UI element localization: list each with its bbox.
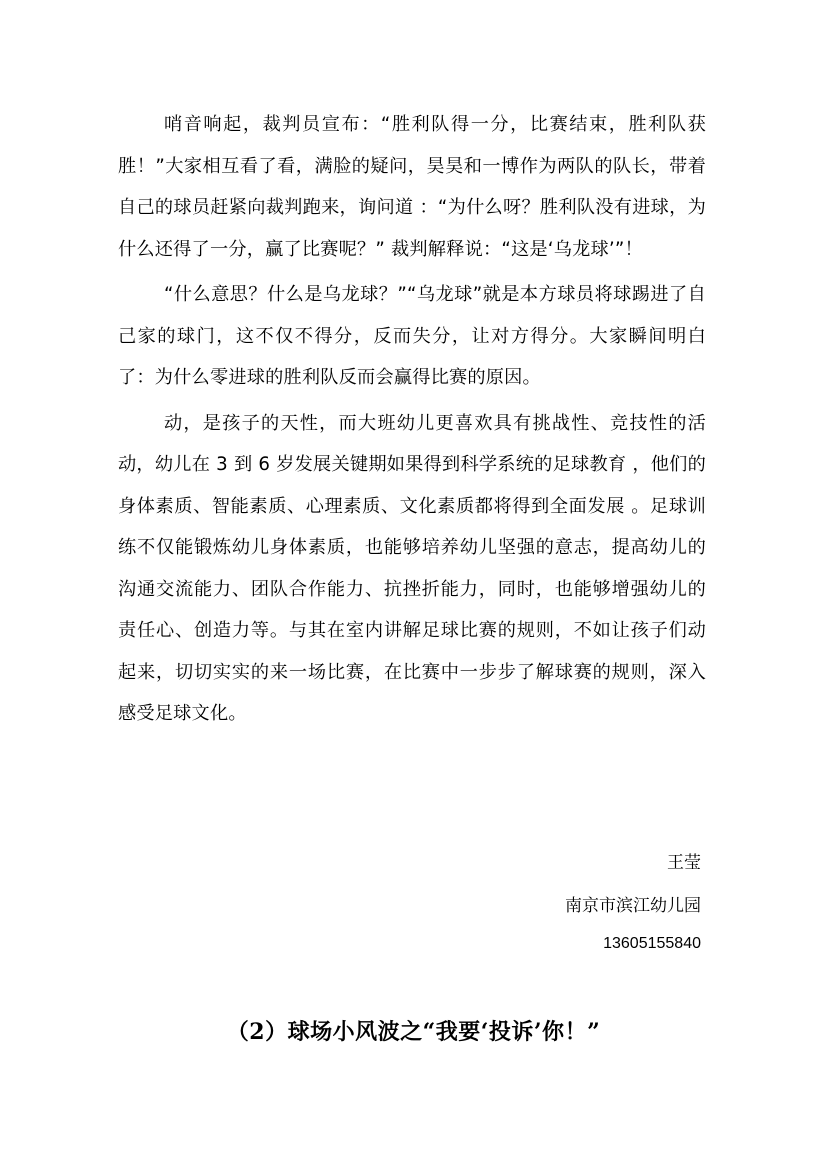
paragraph-2: “什么意思？什么是乌龙球？”“乌龙球”就是本方球员将球踢进了自己家的球门，这不仅不得分，反而失分，让对方得分。大家瞬间明白了：为什么零进球的胜利队反而会赢得比赛的原因。 — [118, 284, 706, 388]
author-organization: 南京市滨江幼儿园 — [565, 896, 701, 916]
article-body — [118, 104, 706, 739]
section-title: （2）球场小风波之“我要‘投诉’你！” — [226, 1019, 601, 1045]
author-phone: 13605155840 — [603, 935, 701, 952]
author-name: 王莹 — [667, 853, 701, 873]
paragraph-1: 哨音响起，裁判员宣布：“胜利队得一分，比赛结束，胜利队获胜！”大家相互看了看，满脸的疑问，昊昊和一博作为两队的队长，带着自己的球员赶紧向裁判跑来，询问道 ：“为什么呀？胜利队没有进球，为什么还得了一分，赢了比赛呢？” 裁判解释说：“这是‘乌龙球’”！ — [118, 114, 706, 260]
paragraph-3: 动，是孩子的天性，而大班幼儿更喜欢具有挑战性、竞技性的活动，幼儿在 3 到 6 岁发展关键期如果得到科学系统的足球教育 ，他们的身体素质、智能素质、心理素质、文化素质都将得到全面发展 。足球训练不仅能锻炼幼儿身体素质，也能够培养幼儿坚强的意志，提高幼儿的沟通交流能力、团队合作能力、抗挫折能力，同时，也能够增强幼儿的责任心、创造力等。与其在室内讲解足球比赛的规则，不如让孩子们动起来，切切实实的来一场比赛，在比赛中一步步了解球赛的规则，深入感受足球文化。 — [118, 412, 706, 724]
